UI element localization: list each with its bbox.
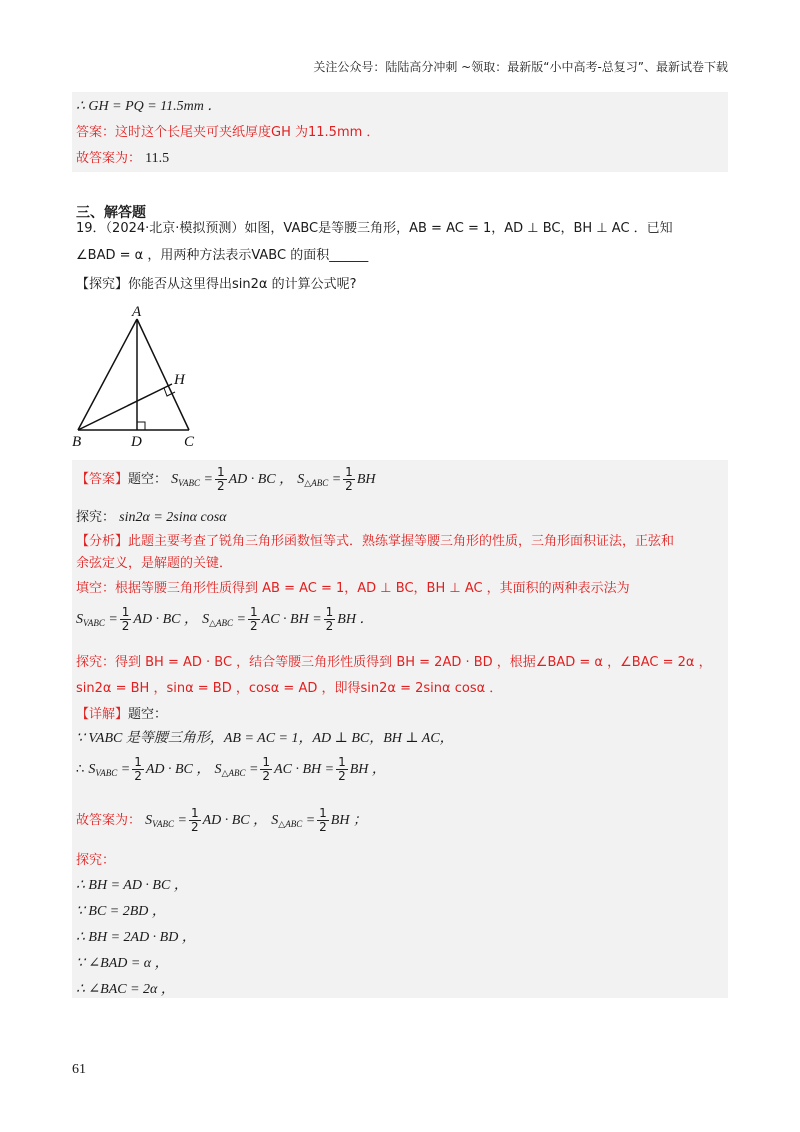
detail-line-3: 故答案为： $S_{VABC}$ = $\frac{1}{2}$ AD · BC ， $S_{\triangle ABC}$ = $\frac{1}{2}$ BH ； — [76, 806, 367, 834]
explore-line: 探究： sin2α = 2sinα cosα — [76, 510, 227, 525]
prev-conclusion: ∴ GH = PQ = 11.5mm ． — [76, 99, 222, 114]
question-line-2: ∠BAD = α ，用两种方法表示VABC 的面积______ — [76, 248, 369, 263]
detail-line-1: ∵ VABC 是等腰三角形，AB = AC = 1，AD ⊥ BC，BH ⊥ AC， — [76, 731, 454, 746]
analysis-line-1: 【分析】此题主要考查了锐角三角形函数恒等式．熟练掌握等腰三角形的性质，三角形面积证法，正弦和 — [76, 534, 675, 549]
analysis-line-2: 余弦定义，是解题的关键． — [76, 556, 233, 571]
label-A: A — [132, 304, 142, 320]
step-line: ∴ BH = AD · BC ， — [76, 878, 188, 893]
question-line-1: 19．（2024·北京·模拟预测）如图，VABC是等腰三角形，AB = AC = 1，AD ⊥ BC，BH ⊥ AC ．已知 — [76, 221, 673, 236]
final-label: 故答案为： — [76, 151, 142, 166]
label-D: D — [131, 434, 142, 450]
step-line: ∴ BH = 2AD · BD ， — [76, 930, 196, 945]
step-line: ∵ ∠BAD = α ， — [76, 956, 169, 971]
step-line: ∵ BC = 2BD ， — [76, 904, 166, 919]
formula-t1: AD · BC ， — [228, 472, 294, 487]
fill-line: 填空：根据等腰三角形性质得到 AB = AC = 1，AD ⊥ BC，BH ⊥ AC ，其面积的两种表示法为 — [76, 581, 630, 596]
explore2-line-2: sin2α = BH ，sinα = BD ，cosα = AD ，即得sin2α = 2sinα cosα ． — [76, 681, 503, 696]
answer-tag: 【答案】 — [76, 472, 129, 487]
detail-heading: 【详解】题空： — [76, 707, 168, 722]
section-title: 三、解答题 — [76, 205, 146, 221]
page-header: 关注公众号：陆陆高分冲刺 ~领取：最新版“小中高考-总复习”、最新试卷下载 — [313, 60, 728, 74]
explore2-line-1: 探究：得到 BH = AD · BC ，结合等腰三角形性质得到 BH = 2AD · BD ，根据∠BAD = α ，∠BAC = 2α ， — [76, 655, 712, 670]
triangle-figure — [70, 302, 210, 452]
answer-text: 这时这个长尾夹可夹纸厚度GH 为11.5mm ． — [115, 125, 380, 140]
formula-s2: $S_{\triangle ABC}$ = — [297, 472, 342, 488]
label-B: B — [72, 434, 82, 450]
prev-final-line — [76, 150, 169, 168]
fill-formula-line: $S_{VABC}$ = $\frac{1}{2}$ AD · BC ， $S_{\triangle ABC}$ = $\frac{1}{2}$ AC · BH = $\frac{1}{2}$ BH ． — [76, 605, 374, 633]
prev-answer-line — [76, 124, 379, 142]
step-line: ∴ ∠BAC = 2α ， — [76, 982, 175, 997]
explore-formula: sin2α = 2sinα cosα — [119, 510, 227, 525]
answer-prefix: 题空： — [128, 472, 168, 487]
answer-line: 【答案】题空： $S_{VABC}$ = $\frac{1}{2}$ AD · BC ， $S_{\triangle ABC}$ = $\frac{1}{2}$ BH — [76, 465, 376, 493]
formula-s1: $S_{VABC}$ = — [171, 472, 213, 488]
page-number: 61 — [72, 1062, 86, 1077]
detail-line-2: ∴ $S_{VABC}$ = $\frac{1}{2}$ AD · BC ， $S_{\triangle ABC}$ = $\frac{1}{2}$ AC · BH = $\frac{1}{2}$ BH ， — [76, 755, 386, 783]
formula-t2: BH — [356, 472, 376, 487]
answer-label: 答案： — [76, 125, 116, 140]
label-C: C — [184, 434, 195, 450]
question-line-3: 【探究】你能否从这里得出sin2α 的计算公式呢? — [76, 277, 357, 292]
explore3-label: 探究： — [76, 853, 116, 868]
final-value: 11.5 — [145, 151, 170, 166]
label-H: H — [174, 372, 185, 388]
